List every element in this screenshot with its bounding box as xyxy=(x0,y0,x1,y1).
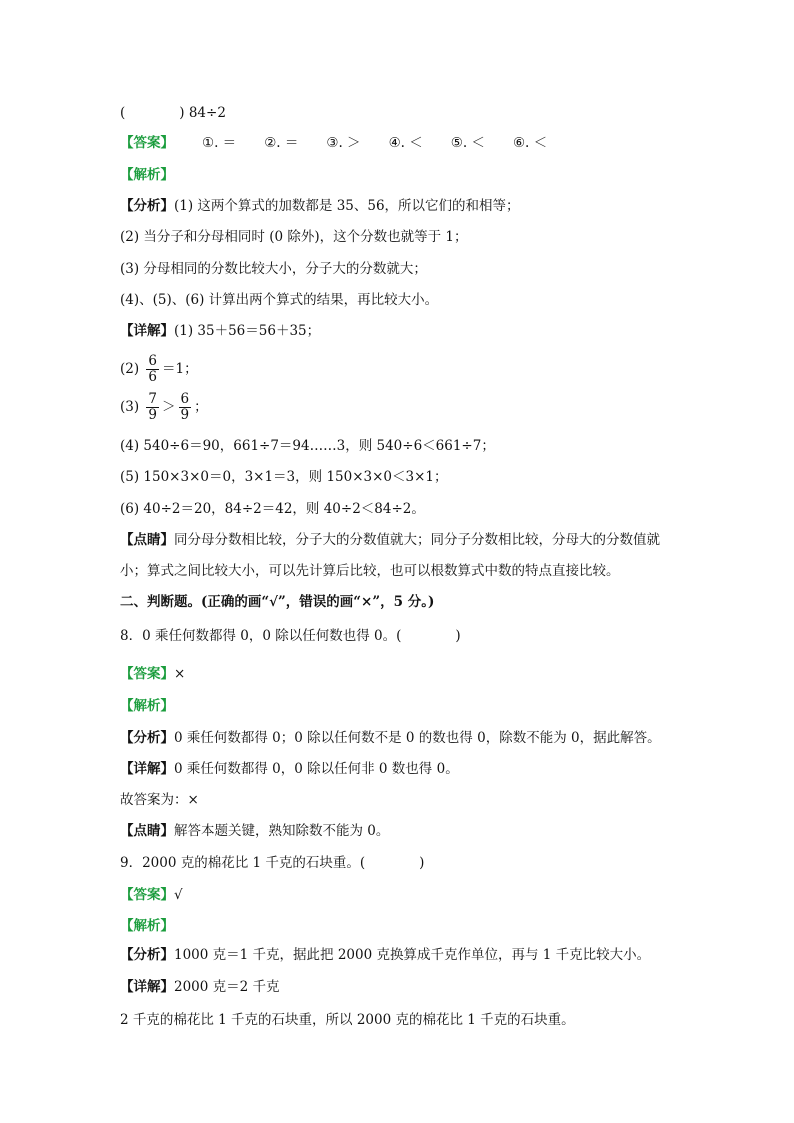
xiangjie-line-4: (4) 540÷6＝90，661÷7＝94……3，则 540÷6＜661÷7； xyxy=(120,438,495,454)
section-heading-judgement: 二、判断题。(正确的画“√”，错误的画“×”，5 分。) xyxy=(120,594,435,610)
answer-line xyxy=(120,134,575,152)
fenxi-text-1: (1) 这两个算式的加数都是 35、56，所以它们的和相等； xyxy=(174,198,520,214)
answer-item-1: ①. ＝ xyxy=(202,135,237,151)
q8-xiangjie-text: 0 乘任何数都得 0，0 除以任何非 0 数也得 0。 xyxy=(174,761,459,777)
xiangjie-line-2 xyxy=(120,354,198,385)
fraction-7-9 xyxy=(146,392,159,423)
answer-item-5: ⑤. ＜ xyxy=(450,135,485,151)
compare-operator: ＞ xyxy=(162,399,176,415)
xj2-prefix: (2) xyxy=(120,361,140,377)
answer-item-2: ②. ＝ xyxy=(264,135,299,151)
xj2-suffix: ＝1； xyxy=(162,361,198,377)
xiangjie-line-1 xyxy=(120,322,320,340)
q9-analysis-heading: 【解析】 xyxy=(120,918,174,934)
fraction-denominator: 9 xyxy=(148,407,158,423)
fenxi-line-3: (3) 分母相同的分数比较大小，分子大的分数就大； xyxy=(120,261,427,277)
q8-xiangjie-tag: 【详解】 xyxy=(120,761,174,777)
answer-item-4: ④. ＜ xyxy=(388,135,423,151)
q9-answer-line xyxy=(120,886,183,904)
dianjing-text-1: 同分母分数相比较，分子大的分数值就大；同分子分数相比较，分母大的分数值就 xyxy=(174,532,660,548)
q9-fenxi-text: 1000 克＝1 千克，据此把 2000 克换算成千克作单位，再与 1 千克比较大小。 xyxy=(174,947,651,963)
fraction-denominator: 9 xyxy=(180,407,190,423)
dianjing-line-1 xyxy=(120,531,660,549)
question-blank-line: ( ) 84÷2 xyxy=(120,105,226,121)
q9-answer-value: √ xyxy=(174,887,183,903)
answer-item-3: ③. ＞ xyxy=(326,135,361,151)
xiangjie-text-1: (1) 35＋56＝56＋35； xyxy=(174,323,321,339)
q9-fenxi-tag: 【分析】 xyxy=(120,947,174,963)
fenxi-line-2: (2) 当分子和分母相同时 (0 除外)，这个分数也就等于 1； xyxy=(120,229,468,245)
answer-item-6: ⑥. ＜ xyxy=(512,135,548,151)
q9-xiangjie-text: 2000 克＝2 千克 xyxy=(174,979,280,995)
dianjing-tag: 【点睛】 xyxy=(120,532,174,548)
xiangjie-line-6: (6) 40÷2＝20，84÷2＝42，则 40÷2＜84÷2。 xyxy=(120,501,425,517)
q8-analysis-heading: 【解析】 xyxy=(120,698,174,714)
q8-xiangjie-line xyxy=(120,760,459,778)
q9-answer-tag: 【答案】 xyxy=(120,887,174,903)
q8-dianjing-text: 解答本题关键，熟知除数不能为 0。 xyxy=(174,823,390,839)
xiangjie-line-3 xyxy=(120,392,208,423)
fraction-numerator: 7 xyxy=(148,391,158,407)
fraction-6-6 xyxy=(146,354,159,385)
fraction-numerator: 6 xyxy=(148,353,158,369)
q8-answer-tag: 【答案】 xyxy=(120,666,174,682)
q8-fenxi-line xyxy=(120,729,661,747)
answer-tag: 【答案】 xyxy=(120,135,174,151)
question-9: 9．2000 克的棉花比 1 千克的石块重。( ) xyxy=(120,855,425,871)
fenxi-tag: 【分析】 xyxy=(120,198,174,214)
fraction-denominator: 6 xyxy=(148,369,158,385)
fenxi-line-4: (4)、(5)、(6) 计算出两个算式的结果，再比较大小。 xyxy=(120,292,439,308)
q8-answer-line xyxy=(120,665,185,683)
q8-conclusion: 故答案为：× xyxy=(120,792,199,808)
xiangjie-line-5: (5) 150×3×0＝0，3×1＝3，则 150×3×0＜3×1； xyxy=(120,469,448,485)
xj3-prefix: (3) xyxy=(120,399,140,415)
xiangjie-tag: 【详解】 xyxy=(120,323,174,339)
q8-fenxi-text: 0 乘任何数都得 0；0 除以任何数不是 0 的数也得 0，除数不能为 0，据此解答。 xyxy=(174,730,661,746)
dianjing-line-2: 小；算式之间比较大小，可以先计算后比较，也可以根数算式中数的特点直接比较。 xyxy=(120,563,620,579)
q8-answer-value: × xyxy=(174,666,186,682)
question-8: 8．0 乘任何数都得 0，0 除以任何数也得 0。( ) xyxy=(120,628,461,644)
q8-dianjing-line xyxy=(120,822,389,840)
q9-xiangjie-tag: 【详解】 xyxy=(120,979,174,995)
analysis-heading: 【解析】 xyxy=(120,167,174,183)
q8-fenxi-tag: 【分析】 xyxy=(120,730,174,746)
xj3-suffix: ； xyxy=(194,399,208,415)
q9-final-line: 2 千克的棉花比 1 千克的石块重，所以 2000 克的棉花比 1 千克的石块重。 xyxy=(120,1012,575,1028)
fenxi-line-1 xyxy=(120,197,520,215)
fraction-numerator: 6 xyxy=(180,391,190,407)
fraction-6-9 xyxy=(179,392,192,423)
q9-fenxi-line xyxy=(120,946,650,964)
q9-xiangjie-line xyxy=(120,978,280,996)
q8-dianjing-tag: 【点睛】 xyxy=(120,823,174,839)
